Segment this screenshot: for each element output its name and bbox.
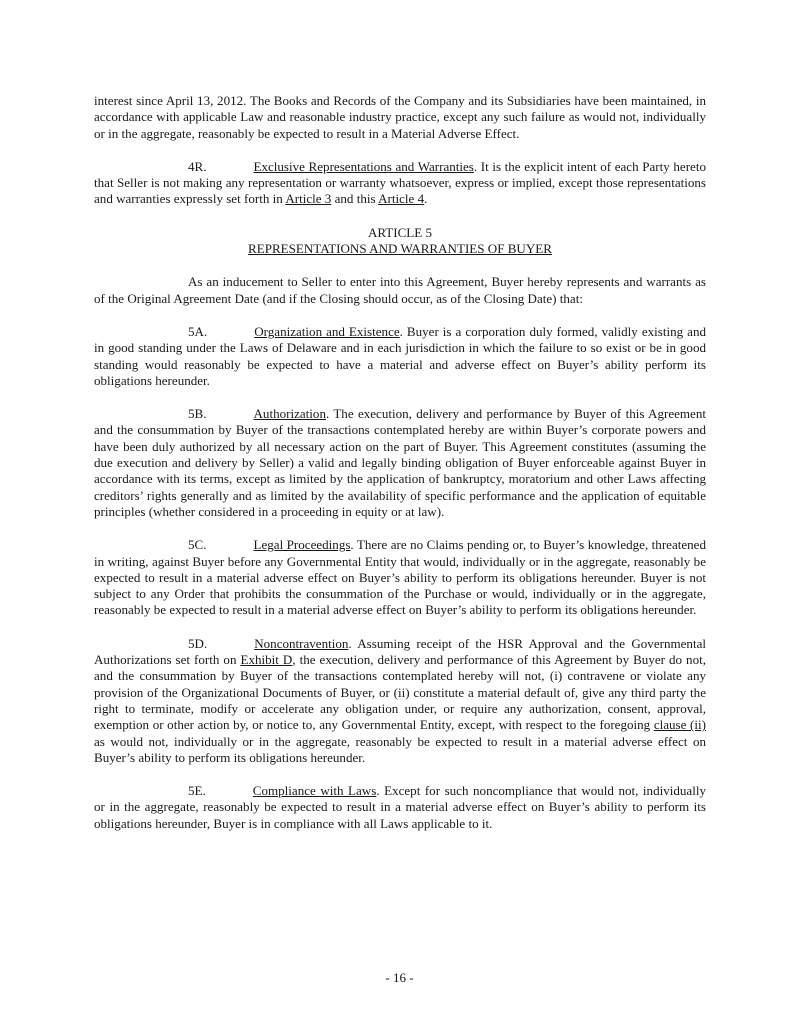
section-4r: 4R. Exclusive Representations and Warranties. It is the explicit intent of each Party hereto that Seller is not making any representation or warranty whatsoever, express or implied, except those representations and warranties expressly set forth in Article 3 and this Article 4.: [94, 158, 706, 207]
article-number: ARTICLE 5: [367, 224, 433, 240]
section-title: Exclusive Representations and Warranties: [253, 158, 474, 174]
section-number: 5A.: [188, 323, 208, 339]
section-5e: [94, 783, 706, 832]
section-5b: [94, 406, 706, 520]
section-text: . It is the explicit intent of each Party hereto that Seller is not making any representation or warranty whatsoever, express or implied, except those representations and warranties expressly set forth in: [94, 158, 706, 207]
section-text: . Assuming receipt of the HSR Approval and the Governmental Authorizations set forth on: [94, 635, 706, 668]
section-title: Legal Proceedings: [253, 537, 351, 553]
section-text: . There are no Claims pending or, to Buyer’s knowledge, threatened in writing, against Buyer before any Governmental Entity that would, individually or in the aggregate, reasonably be expected to result in a material adverse effect on Buyer’s ability to perform its obligations hereunder. Buyer is not subject to any Order that prohibits the consummation of the Purchase or would, individually or in the aggregate, reasonably be expected to result in a material adverse effect on Buyer’s ability to perform its obligations hereunder.: [94, 537, 706, 618]
article-heading: [94, 225, 706, 258]
section-5a: [94, 324, 706, 389]
section-text: . Buyer is a corporation duly formed, validly existing and in good standing under the Laws of Delaware and in each jurisdiction in which the failure to so exist or be in good standing would reasonably be expected to have a material and adverse effect on Buyer’s ability perform its obligations hereunder.: [94, 323, 706, 388]
section-title: Organization and Existence: [254, 323, 400, 339]
section-number: 5C.: [188, 537, 207, 553]
section-number: 5E.: [188, 783, 206, 799]
section-title: Noncontravention: [254, 635, 349, 651]
section-text: . The execution, delivery and performance by Buyer of this Agreement and the consummation by Buyer of the transactions contemplated hereby are within Buyer’s corporate powers and have been duly authorized by all necessary action on the part of Buyer. This Agreement constitutes (assuming the due execution and delivery by Seller) a valid and legally binding obligation of Buyer enforceable against Buyer in accordance with its terms, except as limited by the application of bankruptcy, moratorium and other Laws affecting creditors’ rights generally and as limited by the availability of specific performance and the application of equitable principles (whether considered in a proceeding in equity or at law).: [94, 406, 706, 519]
paragraph-carryover: interest since April 13, 2012. The Books and Records of the Company and its Subsidiaries have been maintained, in accordance with applicable Law and reasonable industry practice, except any such failure as would not, individually or in the aggregate, reasonably be expected to result in a Material Adverse Effect.: [94, 93, 706, 141]
article-3-reference: Article 3: [285, 191, 332, 207]
clause-ii-reference: clause (ii): [653, 717, 706, 733]
exhibit-d-reference: Exhibit D: [240, 652, 293, 668]
section-title: Compliance with Laws: [252, 783, 377, 799]
page-number: - 16 -: [385, 970, 414, 985]
article-4-reference: Article 4: [378, 191, 425, 207]
section-number: 5B.: [188, 406, 207, 422]
article-intro: As an inducement to Seller to enter into this Agreement, Buyer hereby represents and warrants as of the Original Agreement Date (and if the Closing should occur, as of the Closing Date) that:: [94, 274, 706, 306]
article-title: REPRESENTATIONS AND WARRANTIES OF BUYER: [248, 241, 552, 257]
section-title: Authorization: [253, 406, 326, 422]
section-text: . Except for such noncompliance that would not, individually or in the aggregate, reasonably be expected to result in a material adverse effect on Buyer’s ability to perform its obligations hereunder, Buyer is in compliance with all Laws applicable to it.: [94, 783, 706, 831]
section-5d: 5D. Noncontravention. Assuming receipt of the HSR Approval and the Governmental Authorizations set forth on Exhibit D, the execution, delivery and performance of this Agreement by Buyer do not, and the consummation by Buyer of the transactions contemplated hereby will not, (i) contravene or violate any provision of the Organizational Documents of Buyer, or (ii) constitute a material default of, give any third party the right to terminate, modify or accelerate any obligation under, or require any authorization, consent, approval, exemption or other action by, or notice to, any Governmental Entity, except, with respect to the foregoing clause (ii) as would not, individually or in the aggregate, reasonably be expected to result in a material adverse effect on Buyer’s ability to perform its obligations hereunder.: [94, 635, 706, 765]
section-number: 5D.: [188, 635, 208, 651]
section-number: 4R.: [188, 158, 207, 174]
document-page: [94, 93, 706, 849]
section-5c: [94, 537, 706, 618]
